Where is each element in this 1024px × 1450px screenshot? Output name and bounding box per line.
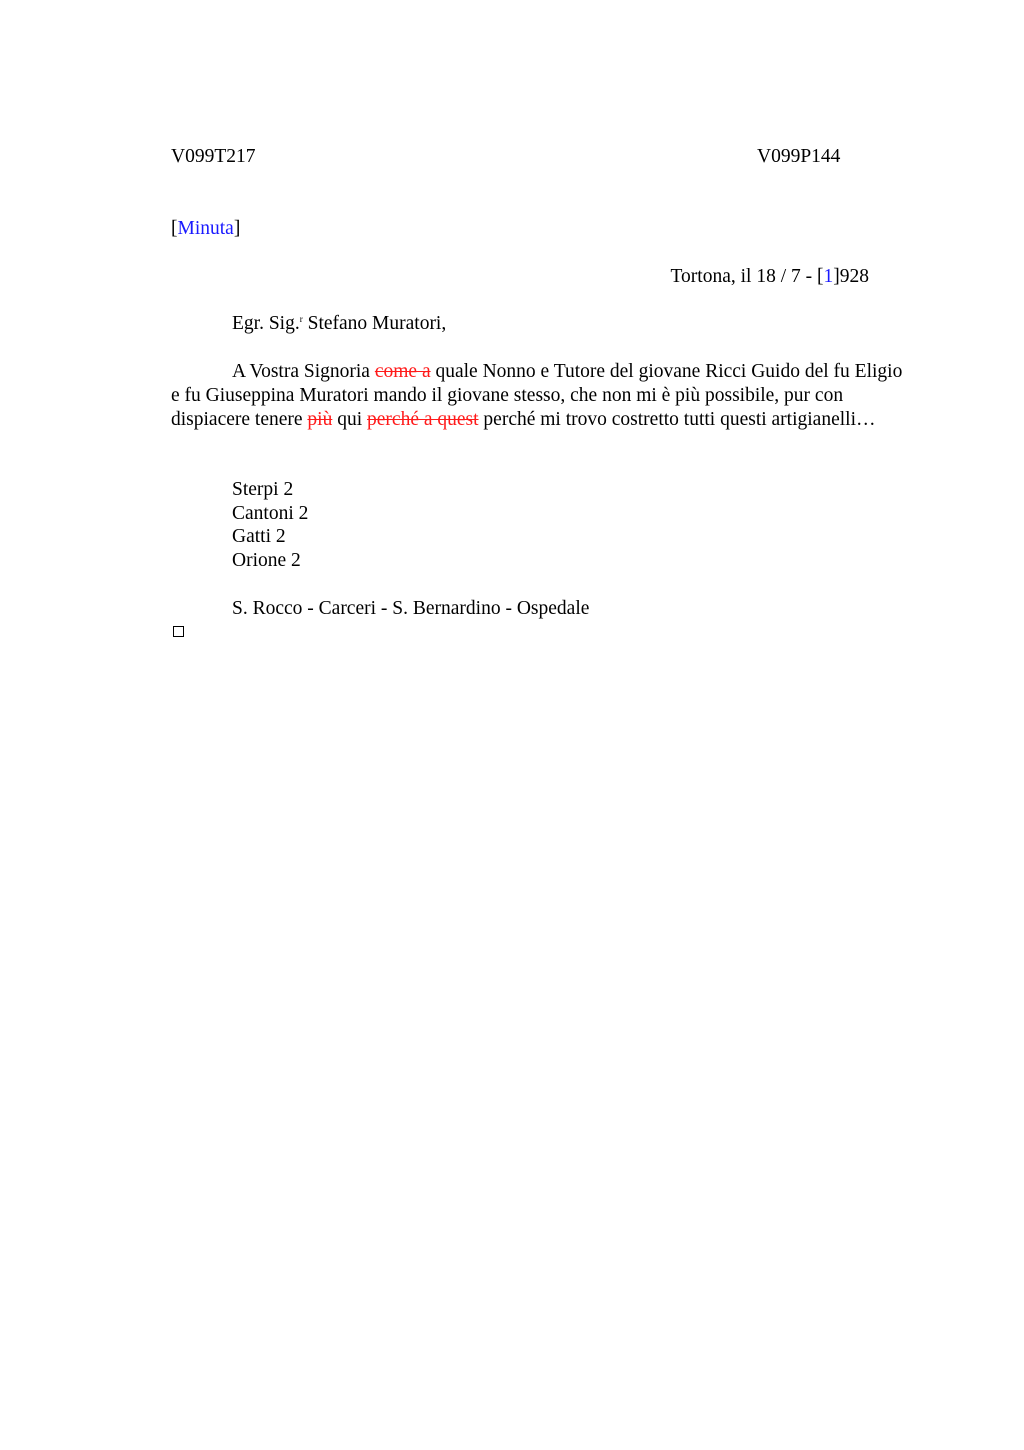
dateline-bracket-close: ]: [833, 266, 840, 287]
document-type: [171, 218, 240, 240]
salutation-name: Stefano Muratori,: [302, 313, 447, 334]
salutation: [232, 313, 446, 335]
bracket-close: ]: [233, 218, 241, 239]
places-line: S. Rocco - Carceri - S. Bernardino - Ospedale: [232, 598, 590, 619]
salutation-title: Egr. Sig.: [232, 313, 300, 334]
body-text-3: qui: [332, 409, 368, 430]
dateline-bracket-open: [: [817, 266, 824, 287]
body-text-2: quale Nonno e Tutore del giovane Ricci Guido del fu Eligio e fu Giuseppina Muratori mando il giovane stesso, che non mi è più possibile, pur con dispiacere tenere: [171, 361, 903, 430]
list-item: Cantoni 2: [232, 503, 309, 524]
dateline-suffix: 928: [839, 266, 869, 287]
list-item: Orione 2: [232, 550, 301, 571]
body-text-4: perché mi trovo costretto tutti questi artigianelli…: [478, 409, 876, 430]
deleted-text-3: perché a quest: [367, 409, 479, 430]
deleted-text-1: come a: [374, 361, 431, 382]
dateline: [671, 266, 870, 288]
dateline-prefix: Tortona, il 18 / 7 -: [670, 266, 817, 287]
end-marker-square-icon: [173, 626, 184, 637]
body-paragraph: [171, 360, 911, 432]
salutation-superscript: r: [299, 314, 303, 324]
document-code-left: V099T217: [171, 146, 256, 167]
document-type-label: Minuta: [177, 218, 234, 239]
body-text-1: A Vostra Signoria: [232, 361, 375, 382]
document-code-right: V099P144: [757, 146, 841, 167]
list-item: Gatti 2: [232, 526, 286, 547]
bracket-open: [: [171, 218, 178, 239]
dateline-inserted-digit: 1: [823, 266, 834, 287]
deleted-text-2: più: [307, 409, 333, 430]
list-item: Sterpi 2: [232, 479, 294, 500]
